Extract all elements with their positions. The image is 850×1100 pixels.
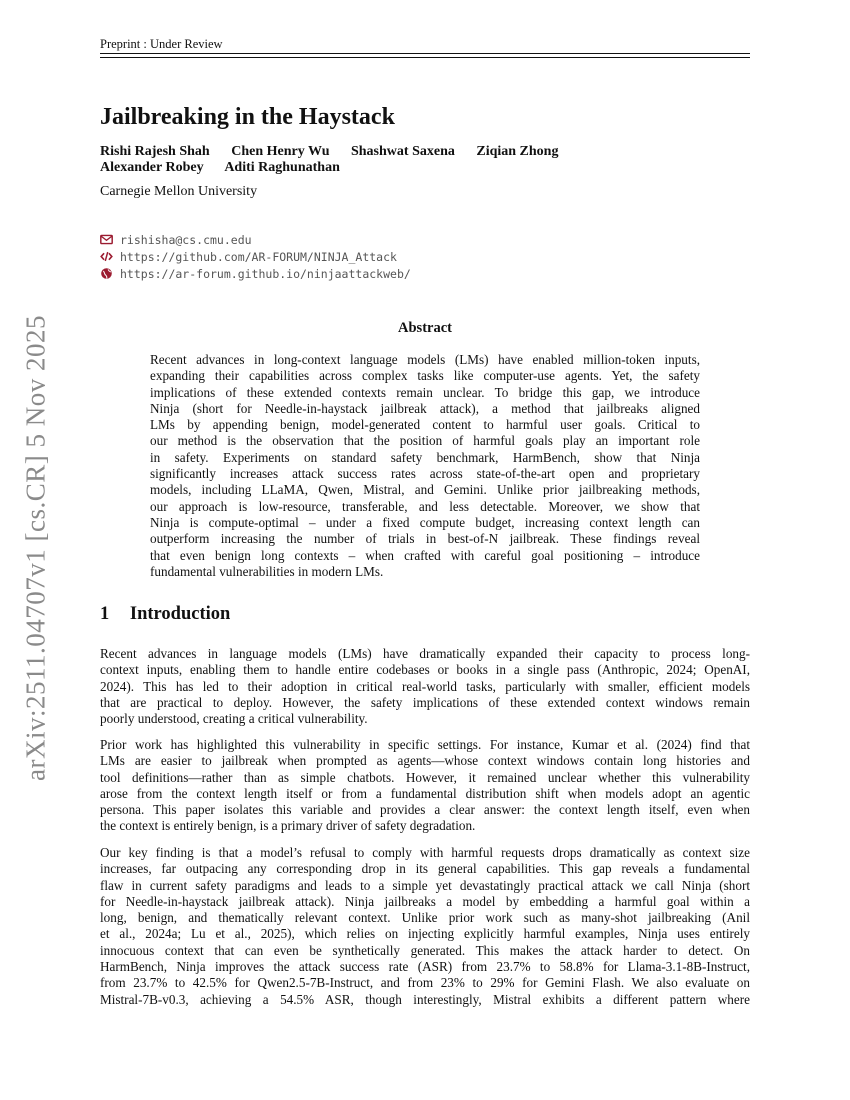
website-url: https://ar-forum.github.io/ninjaattackweb/ [120, 266, 411, 281]
paragraph-line: Prior work has highlighted this vulnerability in specific settings. For instance, Kumar et al. (2024) find that [100, 737, 750, 752]
paragraph-line: persona. This paper isolates this variable and provides a clear answer: the context length itself, even when [100, 802, 750, 818]
running-header: Preprint : Under Review [100, 37, 223, 51]
abstract-line: Recent advances in long-context language models (LMs) have enabled million-token inputs, [150, 352, 700, 367]
website-link[interactable] [100, 265, 411, 282]
paragraph-line: poorly understood, creating a critical vulnerability. [100, 711, 368, 727]
author-list [100, 144, 576, 176]
paragraph-line: innocuous context that can even be synthetically generated. This makes the attack harder to detect. On [100, 942, 750, 958]
paragraph-line: Recent advances in language models (LMs) have dramatically expanded their capacity to process long- [100, 646, 750, 661]
author-row-1 [100, 144, 576, 160]
author: Chen Henry Wu [231, 144, 330, 159]
paragraph-line: arose from the context length itself or from a fundamental distribution shift when models adopt an agentic [100, 785, 750, 801]
author: Alexander Robey [100, 160, 204, 175]
github-url: https://github.com/AR-FORUM/NINJA_Attack [120, 249, 397, 264]
paper-title: Jailbreaking in the Haystack [100, 104, 395, 130]
globe-icon [100, 267, 113, 280]
abstract-line: our approach is low-resource, transferable, and less detectable. Moreover, we show that [150, 498, 700, 514]
affiliation: Carnegie Mellon University [100, 184, 258, 199]
section-heading-introduction [100, 604, 230, 625]
paragraph-line: Mistral-7B-v0.3, achieving a 54.5% ASR, though interestingly, Mistral exhibits a different pattern where [100, 991, 750, 1007]
abstract-line: our method is the observation that the position of harmful goals play an important role [150, 433, 700, 449]
email-link[interactable] [100, 231, 411, 248]
abstract-line: expanding their capabilities across complex tasks like computer-use agents. Yet, the safety [150, 368, 700, 384]
abstract-line: outperform increasing the number of trials in best-of-N jailbreak. These findings reveal [150, 531, 700, 547]
author: Aditi Raghunathan [224, 160, 340, 175]
paragraph-line: context inputs, enabling them to handle entire codebases or books in a single pass (Anthropic, 2024; OpenAI, [100, 662, 750, 678]
abstract-body [150, 352, 700, 580]
paragraph-line: that are practical to deploy. However, the safety implications of these extended context windows remain [100, 694, 750, 710]
code-icon [100, 250, 113, 263]
email-text: rishisha@cs.cmu.edu [120, 232, 252, 247]
paragraph-line: et al., 2024a; Lu et al., 2025), which relies on injecting explicitly harmful examples, Ninja uses entirely [100, 926, 750, 942]
intro-paragraph-1 [100, 646, 750, 727]
contact-links [100, 231, 411, 282]
abstract-line: LMs by appending benign, model-generated content to harmful user goals. Critical to [150, 417, 700, 433]
paragraph-line: HarmBench, Ninja improves the attack success rate (ASR) from 23.7% to 58.8% for Llama-3.1-8B-Instruct, [100, 959, 750, 975]
header-rule-thin [100, 57, 750, 58]
abstract-line: implications of these extended contexts remain unclear. To bridge this gap, we introduce [150, 384, 700, 400]
abstract-line: models, including LLaMA, Qwen, Mistral, and Gemini. Unlike prior jailbreaking methods, [150, 482, 700, 498]
abstract-heading: Abstract [398, 320, 452, 336]
abstract-line: significantly increases attack success rates across state-of-the-art open and proprietary [150, 466, 700, 482]
paragraph-line: long, benign, and thematically relevant context. Unlike prior work such as many-shot jailbreaking (Anil [100, 910, 750, 926]
author: Ziqian Zhong [476, 144, 559, 159]
section-number: 1 [100, 604, 110, 624]
abstract-line: in safety. Experiments on standard safety benchmark, HarmBench, show that Ninja [150, 449, 700, 465]
paragraph-line: tool definitions—rather than as simple chatbots. However, it remained unclear whether this vulnerability [100, 769, 750, 785]
paragraph-line: the context is entirely benign, is a primary driver of safety degradation. [100, 818, 476, 834]
paragraph-line: Our key finding is that a model’s refusal to comply with harmful requests drops dramatically as context size [100, 845, 750, 860]
paragraph-line: from 23.7% to 42.5% for Qwen2.5-7B-Instruct, and from 23% to 29% for Gemini Flash. We also evaluate on [100, 975, 750, 991]
section-title: Introduction [129, 604, 231, 624]
abstract-line: fundamental vulnerabilities in modern LMs. [150, 563, 384, 579]
paragraph-line: for Needle-in-haystack jailbreak attack). Ninja jailbreaks a model by embedding a harmful goal within a [100, 893, 750, 909]
abstract-line: that even benign long contexts – when crafted with careful goal positioning – introduce [150, 547, 700, 563]
arxiv-sidebar-stamp: arXiv:2511.04707v1 [cs.CR] 5 Nov 2025 [20, 315, 51, 781]
envelope-icon [100, 233, 113, 246]
paragraph-line: 2024). This has led to their adoption in critical real-world tasks, particularly with smaller, efficient models [100, 678, 750, 694]
header-rule-thick [100, 53, 750, 54]
abstract-line: Ninja (short for Needle-in-haystack jailbreak attack), a method that jailbreaks aligned [150, 400, 700, 416]
author: Rishi Rajesh Shah [100, 144, 210, 159]
intro-paragraph-2 [100, 737, 750, 835]
paragraph-line: LMs are easier to jailbreak when prompted as agents—whose context windows contain long histories and [100, 753, 750, 769]
github-link[interactable] [100, 248, 411, 265]
intro-paragraph-3 [100, 845, 750, 1008]
abstract-line: Ninja is compute-optimal – under a fixed compute budget, increasing context length can [150, 514, 700, 530]
author: Shashwat Saxena [350, 144, 455, 159]
author-row-2 [100, 160, 576, 176]
paragraph-line: flaw in current safety paradigms and leads to a simple yet devastatingly practical attack we call Ninja (short [100, 877, 750, 893]
paragraph-line: increases, far outpacing any corresponding drop in its general capabilities. This gap reveals a fundamental [100, 861, 750, 877]
